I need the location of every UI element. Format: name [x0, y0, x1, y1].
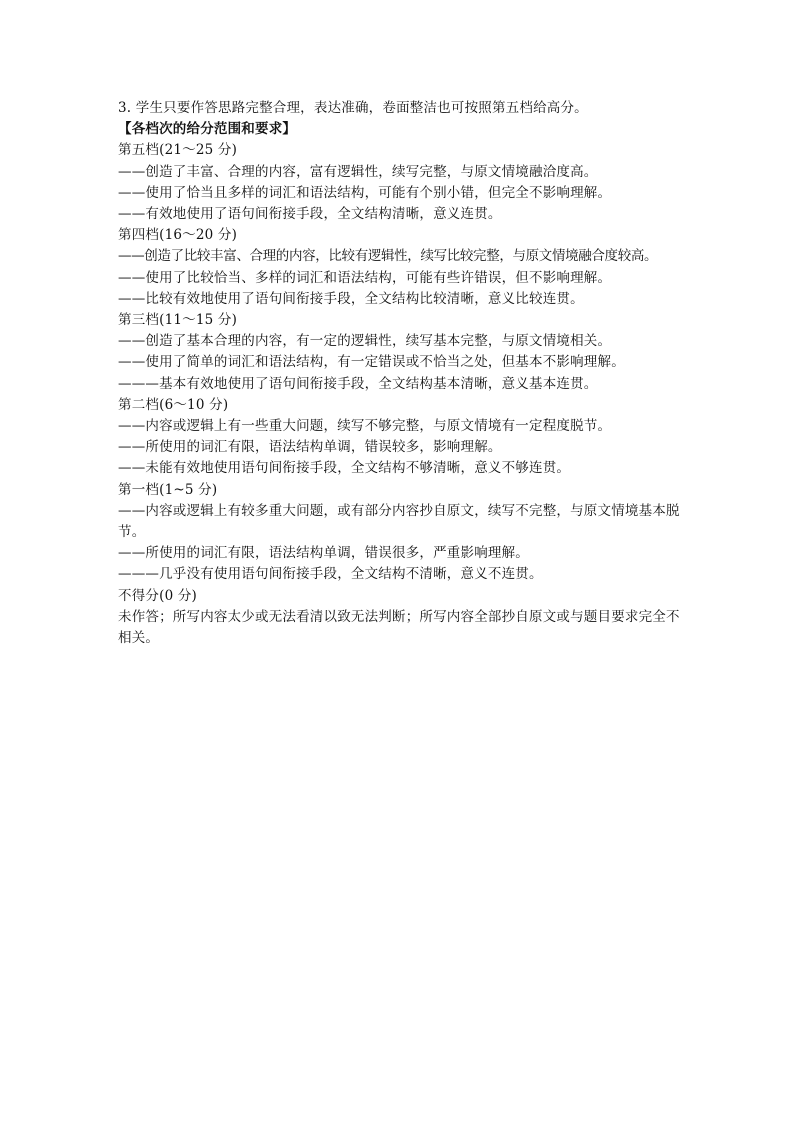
level-title: 第三档(11～15 分): [118, 312, 238, 329]
level-item: ——创造了基本合理的内容，有一定的逻辑性，续写基本完整，与原文情境相关。: [118, 333, 612, 350]
level-item: ———基本有效地使用了语句间衔接手段，全文结构基本清晰，意义基本连贯。: [118, 375, 598, 392]
level-item: ——内容或逻辑上有一些重大问题，续写不够完整，与原文情境有一定程度脱节。: [118, 418, 612, 435]
level-item: ——未能有效地使用语句间衔接手段，全文结构不够清晰，意义不够连贯。: [118, 460, 571, 477]
level-item: ——使用了比较恰当、多样的词汇和语法结构，可能有些许错误，但不影响理解。: [118, 269, 612, 286]
level-0: [118, 586, 692, 650]
level-item: ——所使用的词汇有限，语法结构单调，错误很多，严重影响理解。: [118, 545, 529, 562]
note-3: 3. 学生只要作答思路完整合理，表达准确，卷面整洁也可按照第五档给高分。: [118, 100, 588, 116]
level-item: ——创造了丰富、合理的内容，富有逻辑性，续写完整，与原文情境融洽度高。: [118, 163, 598, 180]
level-item: ——内容或逻辑上有较多重大问题，或有部分内容抄自原文，续写不完整，与原文情境基本脱节。: [118, 502, 680, 541]
level-item: ——使用了简单的词汇和语法结构，有一定错误或不恰当之处，但基本不影响理解。: [118, 354, 625, 371]
section-title: 【各档次的给分范围和要求】: [118, 121, 297, 138]
level-item: ———几乎没有使用语句间衔接手段，全文结构不清晰，意义不连贯。: [118, 566, 543, 583]
level-item: ——创造了比较丰富、合理的内容，比较有逻辑性，续写比较完整，与原文情境融合度较高。: [118, 248, 658, 265]
level-title: 第二档(6～10 分): [118, 396, 229, 413]
level-item: ——有效地使用了语句间衔接手段，全文结构清晰，意义连贯。: [118, 206, 502, 223]
zero-text: 未作答；所写内容太少或无法看清以致无法判断；所写内容全部抄自原文或与题目要求完全不相关。: [118, 608, 680, 647]
level-item: ——使用了恰当且多样的词汇和语法结构，可能有个别小错，但完全不影响理解。: [118, 184, 612, 201]
scoring-rubric: [118, 98, 692, 649]
level-3: [118, 310, 692, 395]
level-title: 第一档(1~5 分): [118, 481, 218, 498]
level-1: [118, 480, 692, 586]
zero-title: 不得分(0 分): [118, 587, 198, 604]
level-title: 第五档(21～25 分): [118, 142, 238, 159]
level-title: 第四档(16～20 分): [118, 227, 238, 244]
level-item: ——所使用的词汇有限，语法结构单调，错误较多，影响理解。: [118, 439, 502, 456]
level-2: [118, 395, 692, 480]
level-4: [118, 225, 692, 310]
level-item: ——比较有效地使用了语句间衔接手段，全文结构比较清晰，意义比较连贯。: [118, 290, 584, 307]
level-5: [118, 140, 692, 225]
